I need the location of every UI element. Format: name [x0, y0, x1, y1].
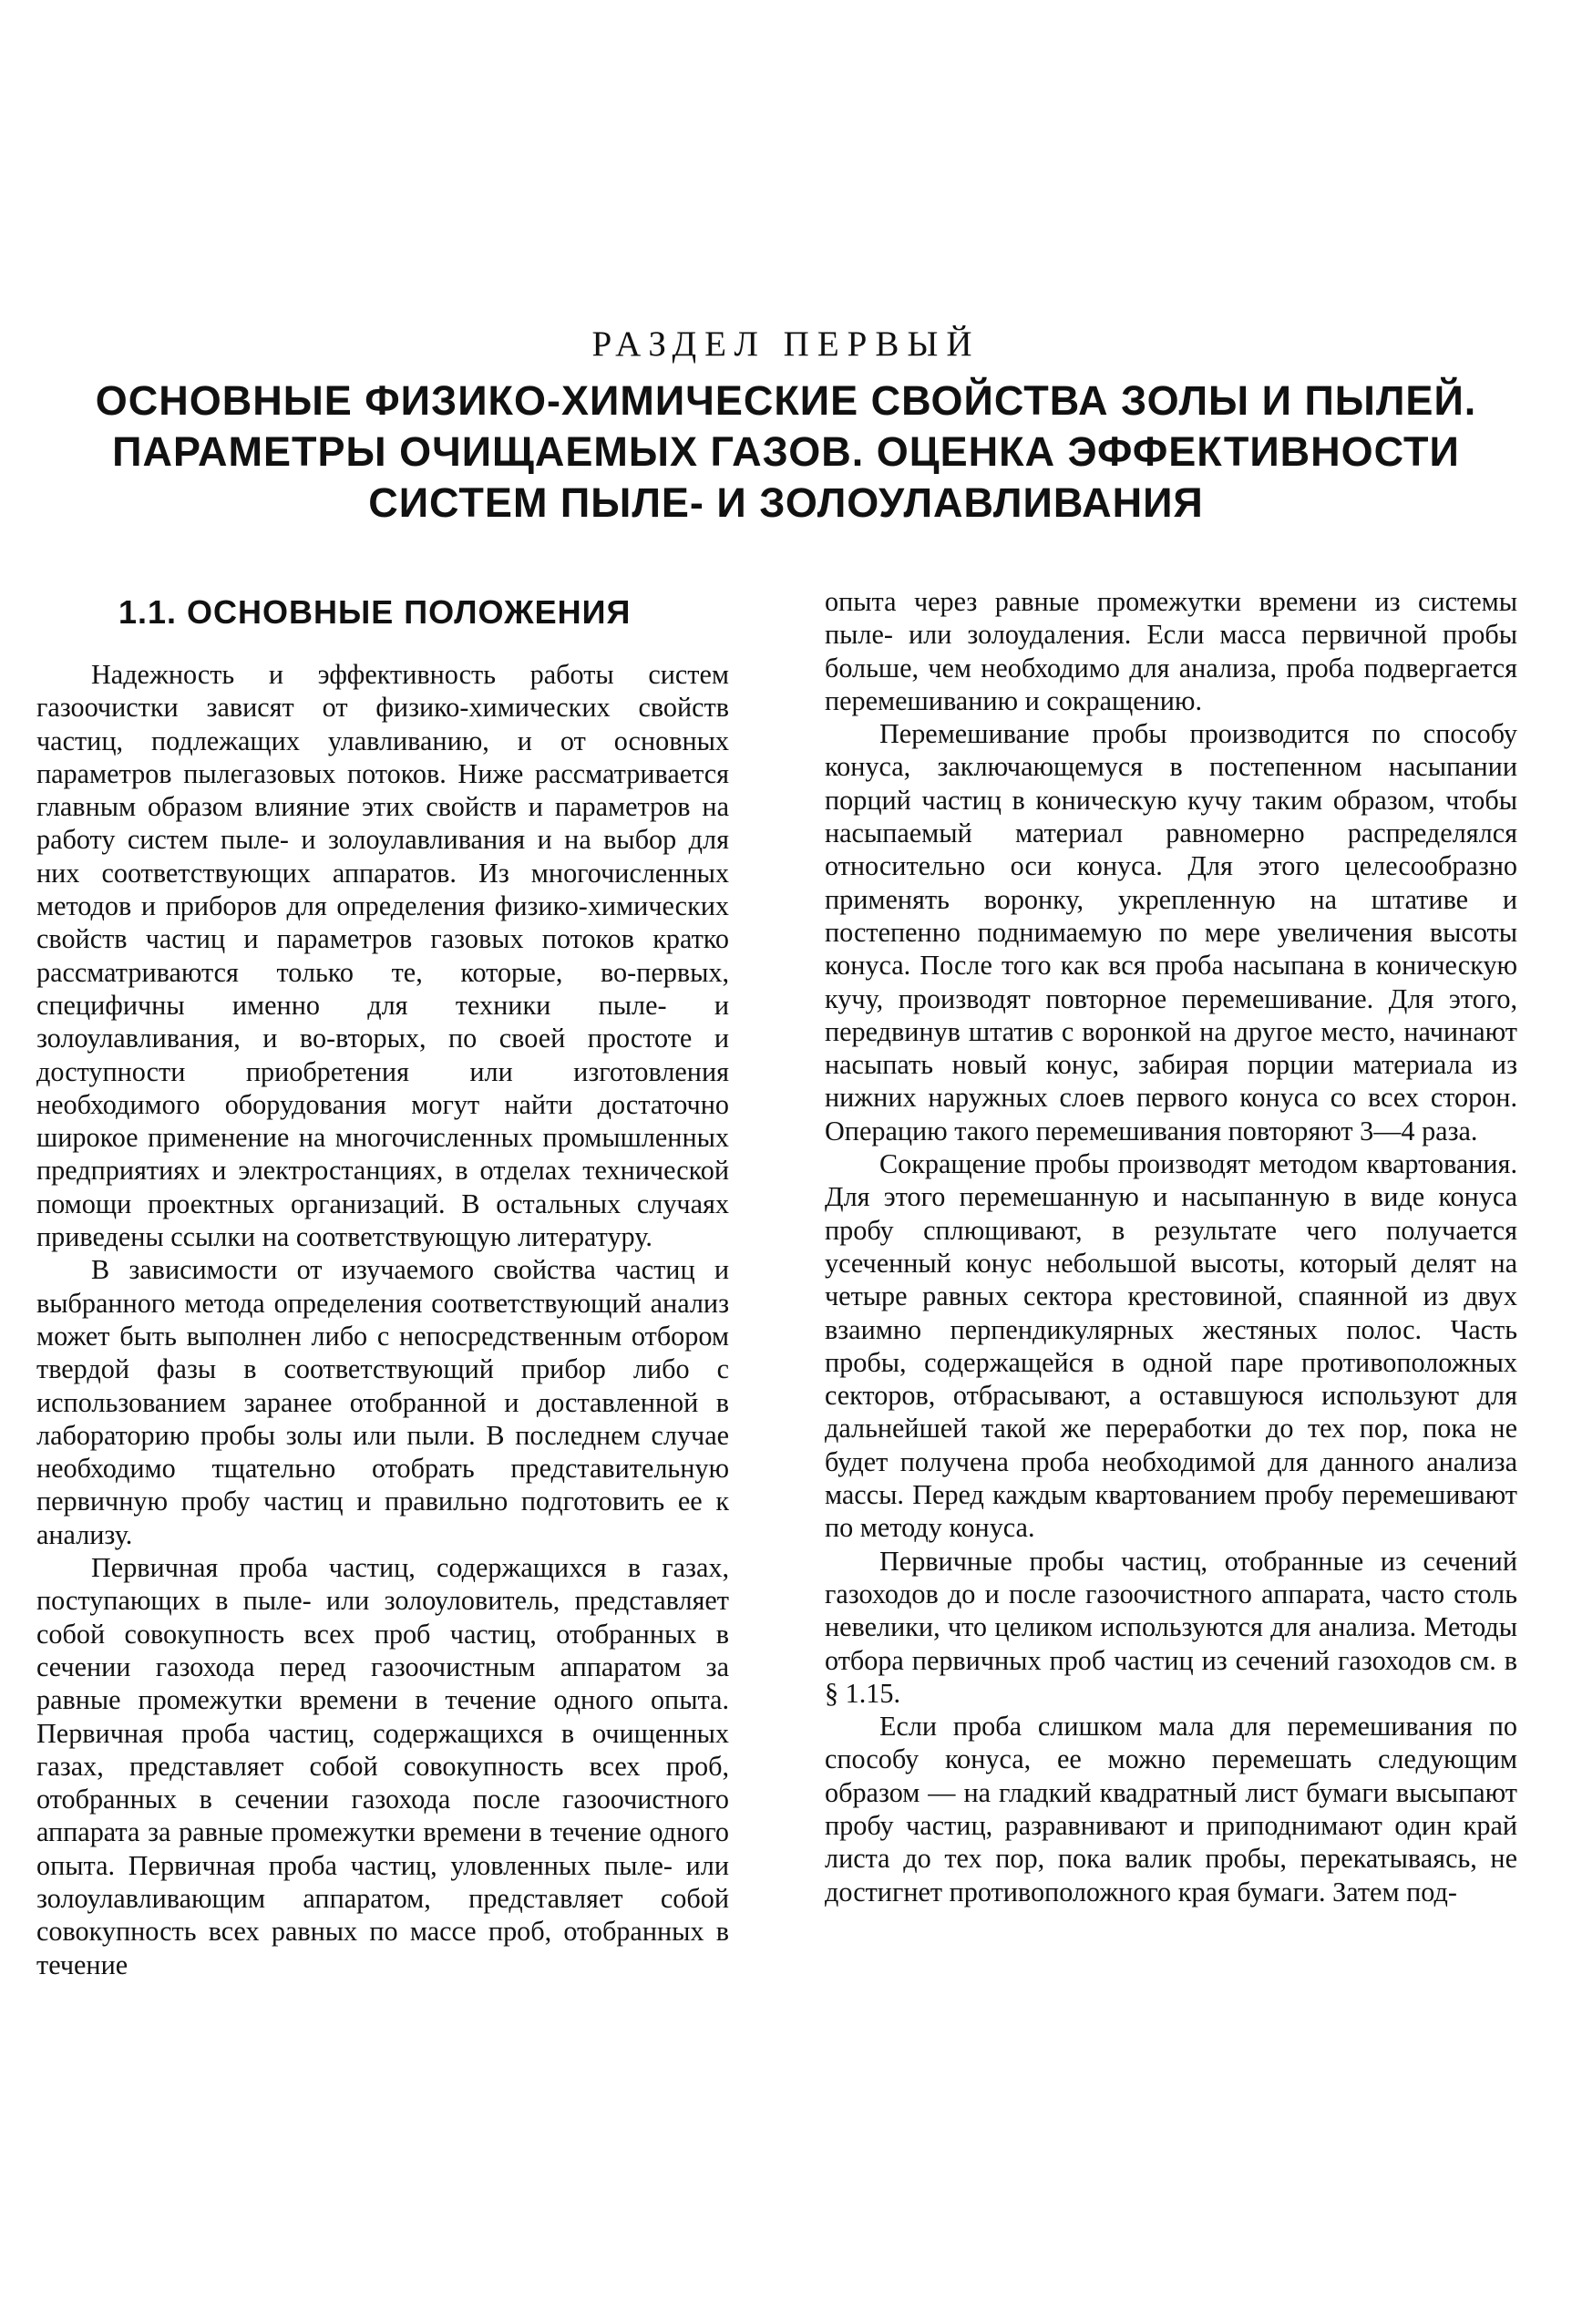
paragraph: В зависимости от изучаемого свойства частиц и выбранного метода определения соответствующий анализ может быть выполнен либо с непосредственным отбором твердой фазы в соответствующий прибор либо с использованием заранее отобранной и доставленной в лабораторию пробы золы или пыли. В последнем случае необходимо тщательно отобрать представительную первичную пробу частиц и правильно подготовить ее к анализу. [36, 1254, 729, 1550]
subsection-heading: 1.1. ОСНОВНЫЕ ПОЛОЖЕНИЯ [118, 593, 632, 631]
title-line-1: ОСНОВНЫЕ ФИЗИКО-ХИМИЧЕСКИЕ СВОЙСТВА ЗОЛЫ И ПЫЛЕЙ. [95, 377, 1477, 424]
paragraph: Надежность и эффективность работы систем газоочистки зависят от физико-химических свойств частиц, подлежащих улавливанию, и от основных параметров пылегазовых потоков. Ниже рассматривается главным образом влияние этих свойств и параметров на работу систем пыле- и золоулавливания и на выбор для них соответствующих аппаратов. Из многочисленных методов и приборов для определения физико-химических свойств частиц и параметров газовых потоков кратко рассматриваются только те, которые, во-первых, специфичны именно для техники пыле- и золоулавливания, и во-вторых, по своей простоте и доступности приобретения или изготовления необходимого оборудования могут найти достаточно широкое применение на многочисленных промышленных предприятиях и электростанциях, в отделах технической помощи проектных организаций. В остальных случаях приведены ссылки на соответствующую литературу. [36, 659, 729, 1253]
paragraph: Если проба слишком мала для перемешивания по способу конуса, ее можно перемешать следующим образом — на гладкий квадратный лист бумаги высыпают пробу частиц, разравнивают и приподнимают один край листа до тех пор, пока валик пробы, перекатываясь, не достигнет противоположного края бумаги. Затем под- [825, 1711, 1517, 1908]
title-line-2: ПАРАМЕТРЫ ОЧИЩАЕМЫХ ГАЗОВ. ОЦЕНКА ЭФФЕКТИВНОСТИ [112, 428, 1460, 475]
paragraph: Первичная проба частиц, содержащихся в газах, поступающих в пыле- или золоуловитель, представляет собой совокупность всех проб частиц, отобранных в сечении газохода перед газоочистным аппаратом за равные промежутки времени в течение одного опыта. Первичная проба частиц, содержащихся в очищенных газах, представляет собой совокупность всех проб, отобранных в сечении газохода после газоочистного аппарата за равные промежутки времени в течение одного опыта. Первичная проба частиц, уловленных пыле- или золоулавливающим аппаратом, представляет собой совокупность всех равных по массе проб, отобранных в течение [36, 1552, 729, 1980]
main-title [27, 375, 1545, 529]
paragraph: Первичные пробы частиц, отобранные из сечений газоходов до и после газоочистного аппарата, часто столь невелики, что целиком используются для анализа. Методы отбора первичных проб частиц из сечений газоходов см. в § 1.15. [825, 1545, 1517, 1709]
paragraph: Перемешивание пробы производится по способу конуса, заключающемуся в постепенном насыпании порций частиц в коническую кучу таким образом, чтобы насыпаемый материал равномерно распределялся относительно оси конуса. Для этого целесообразно применять воронку, укрепленную на штативе и постепенно поднимаемую по мере увеличения высоты конуса. После того как вся проба насыпана в коническую кучу, производят повторное перемешивание. Для этого, передвинув штатив с воронкой на другое место, начинают насыпать новый конус, забирая порции материала из нижних наружных слоев первого конуса со всех сторон. Операцию такого перемешивания повторяют 3—4 раза. [825, 718, 1517, 1147]
paragraph-continued: опыта через равные промежутки времени из системы пыле- или золоудаления. Если масса первичной пробы больше, чем необходимо для анализа, проба подвергается перемешиванию и сокращению. [825, 586, 1517, 716]
section-label: РАЗДЕЛ ПЕРВЫЙ [591, 324, 981, 364]
left-column [36, 585, 729, 1981]
title-line-3: СИСТЕМ ПЫЛЕ- И ЗОЛОУЛАВЛИВАНИЯ [368, 479, 1204, 526]
paragraph: Сокращение пробы производят методом квартования. Для этого перемешанную и насыпанную в виде конуса пробу сплющивают, в результате чего получается усеченный конус небольшой высоты, который делят на четыре равных сектора крестовиной, спаянной из двух взаимно перпендикулярных жестяных полос. Часть пробы, содержащейся в одной паре противоположных секторов, отбрасывают, а оставшуюся используют для дальнейшей такой же переработки до тех пор, пока не будет получена проба необходимой для данного анализа массы. Перед каждым квартованием пробу перемешивают по методу конуса. [825, 1148, 1517, 1544]
right-column [825, 585, 1517, 1908]
